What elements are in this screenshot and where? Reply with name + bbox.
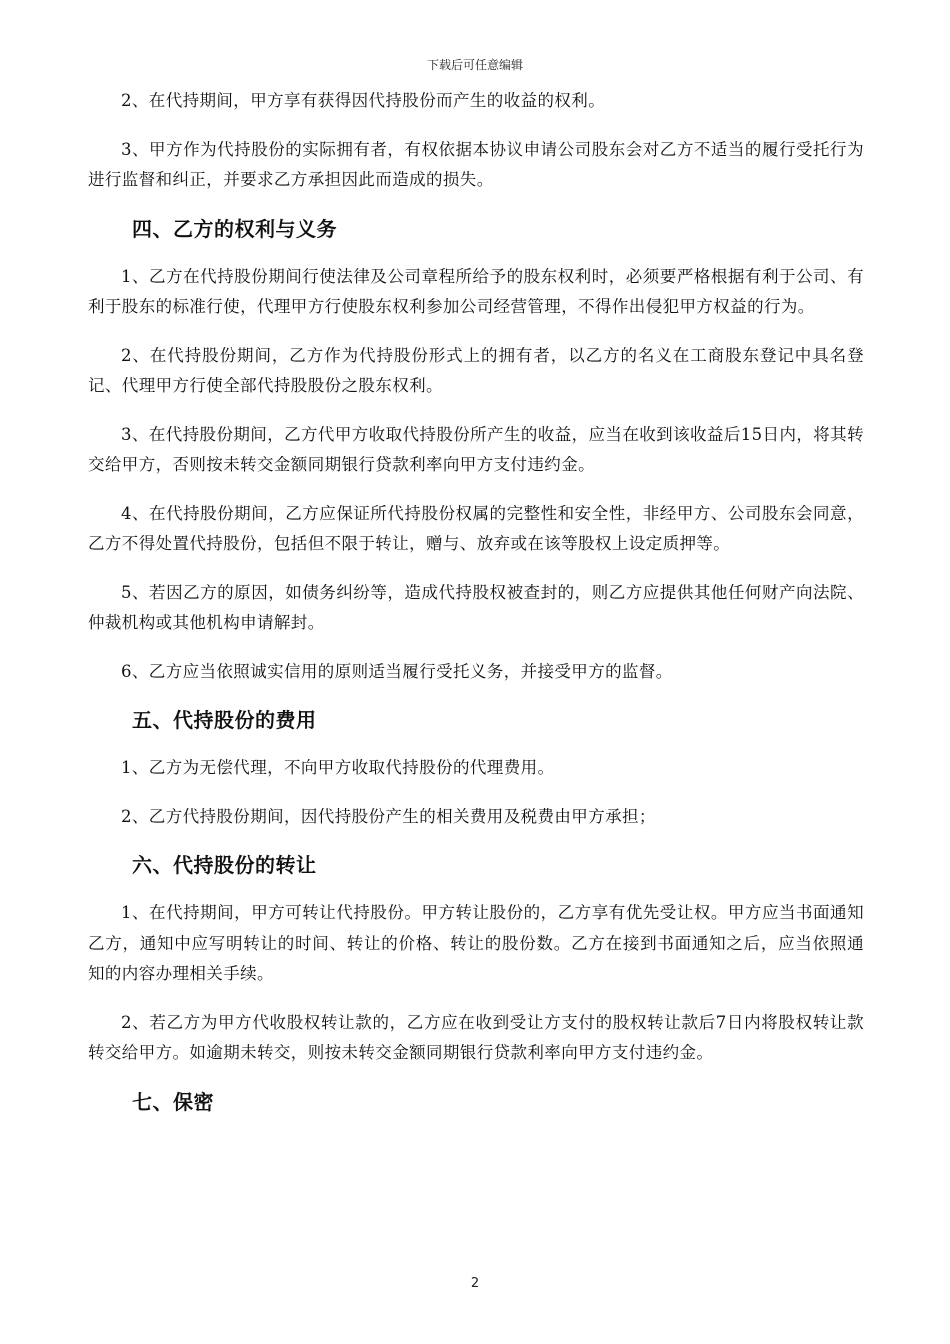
- paragraph-6-2: 2、若乙方为甲方代收股权转让款的，乙方应在收到受让方支付的股权转让款后7日内将股权转让款转交给甲方。如逾期未转交，则按未转交金额同期银行贷款利率向甲方支付违约金。: [88, 1012, 864, 1062]
- paragraph-4-2: 2、在代持股份期间，乙方作为代持股份形式上的拥有者，以乙方的名义在工商股东登记中具名登记、代理甲方行使全部代持股股份之股东权利。: [88, 345, 864, 395]
- section-heading-5: 五、代持股份的费用: [132, 708, 317, 732]
- paragraph-5-2: 2、乙方代持股份期间，因代持股份产生的相关费用及税费由甲方承担；: [121, 806, 656, 826]
- paragraph-4-4: 4、在代持股份期间，乙方应保证所代持股份权属的完整性和安全性，非经甲方、公司股东会同意，乙方不得处置代持股份，包括但不限于转让，赠与、放弃或在该等股权上设定质押等。: [88, 503, 864, 553]
- page-number: 2: [470, 1276, 480, 1291]
- paragraph-5-1: 1、乙方为无偿代理，不向甲方收取代持股份的代理费用。: [121, 758, 555, 777]
- paragraph-3-3: 3、甲方作为代持股份的实际拥有者，有权依据本协议申请公司股东会对乙方不适当的履行受托行为进行监督和纠正，并要求乙方承担因此而造成的损失。: [88, 139, 864, 189]
- paragraph-6-1: 1、在代持期间，甲方可转让代持股份。甲方转让股份的，乙方享有优先受让权。甲方应当书面通知乙方，通知中应写明转让的时间、转让的价格、转让的股份数。乙方在接到书面通知之后，应当依照通知的内容办理相关手续。: [88, 903, 864, 983]
- paragraph-3-2: 2、在代持期间，甲方享有获得因代持股份而产生的收益的权利。: [121, 91, 606, 110]
- section-heading-4: 四、乙方的权利与义务: [132, 216, 337, 241]
- section-heading-7: 七、保密: [132, 1089, 214, 1114]
- section-heading-6: 六、代持股份的转让: [132, 853, 317, 877]
- paragraph-4-5: 5、若因乙方的原因，如债务纠纷等，造成代持股权被查封的，则乙方应提供其他任何财产向法院、仲裁机构或其他机构申请解封。: [88, 582, 864, 632]
- paragraph-4-1: 1、乙方在代持股份期间行使法律及公司章程所给予的股东权利时，必须要严格根据有利于公司、有利于股东的标准行使，代理甲方行使股东权利参加公司经营管理，不得作出侵犯甲方权益的行为。: [88, 266, 864, 316]
- paragraph-4-6: 6、乙方应当依照诚实信用的原则适当履行受托义务，并接受甲方的监督。: [121, 661, 673, 681]
- document-body: [88, 86, 864, 1135]
- header-note: 下载后可任意编辑: [426, 58, 523, 72]
- paragraph-4-3: 3、在代持股份期间，乙方代甲方收取代持股份所产生的收益，应当在收到该收益后15日内，将其转交给甲方，否则按未转交金额同期银行贷款利率向甲方支付违约金。: [88, 424, 864, 474]
